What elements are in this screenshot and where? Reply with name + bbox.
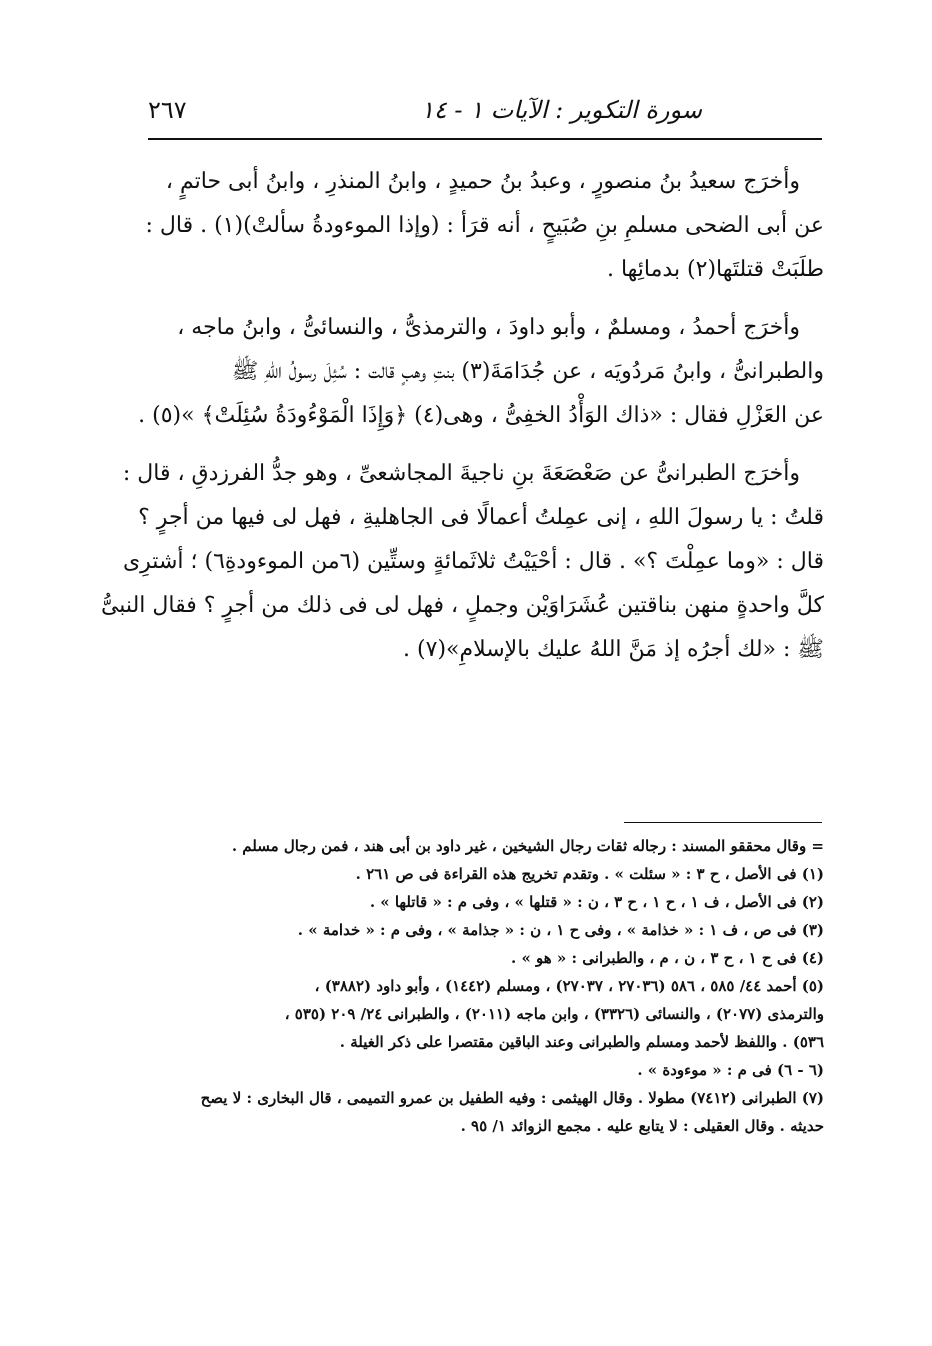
running-header [148,86,822,140]
footnote-line: = وقال محققو المسند : رجاله ثقات رجال الشيخين ، غير داود بن أبى هند ، فمن رجال مسلم . [231,837,824,855]
main-text [100,160,824,686]
paragraph-2 [138,306,824,438]
paragraph-3 [100,452,824,672]
text-line: وأخرَج سعيدُ بنُ منصورٍ ، وعبدُ بنُ حميدٍ ، وابنُ المنذرِ ، وابنُ أبى حاتمٍ ، [165,169,800,194]
footnote-line: (٢) فى الأصل ، ف ١ ، ح ١ ، ح ٣ ، ن : « قتلها » ، وفى م : « قاتلها » . [369,893,824,911]
text-line: كلَّ واحدةٍ منهن بناقتين عُشَرَاوَيْن وجملٍ ، فهل لى فى ذلك من أجرٍ ؟ فقال النبىُّ [100,593,824,618]
footnote-line: (٦ - ٦) فى م : « موءودة » . [637,1061,824,1079]
text-line: عن العَزْلِ فقال : «ذاك الوَأْدُ الخفِىُّ ، وهى(٤) ﴿وَإِذَا الْمَوْءُودَةُ سُئِلَتْ﴾ »(٥) . [138,403,824,428]
footnotes [148,832,824,1140]
footnote-line: (٧) الطبرانى (٧٤١٢) مطولا . وقال الهيثمى : وفيه الطفيل بن عمرو التميمى ، قال البخارى : لا يصح [200,1089,824,1107]
footnote-line: (٤) فى ح ١ ، ح ٣ ، ن ، م ، والطبرانى : « هو » . [511,949,824,967]
text-line: قال : «وما عمِلْتَ ؟» . قال : أحْيَيْتُ ثلاثَمائةٍ وستِّين (٦من الموءودةِ٦) ؛ أشترِى [122,549,824,574]
footnote-line: حديثه . وقال العقيلى : لا يتابع عليه . مجمع الزوائد ١/ ٩٥ . [460,1117,824,1135]
running-header-title: سورة التكوير : الآيات ١ - ١٤ [420,96,702,124]
footnote-rule [624,822,822,823]
text-line: عن أبى الضحى مسلمِ بنِ صُبَيحٍ ، أنه قرَأ : (وإذا الموءودةُ سألتْ)(١) . قال : [145,213,824,238]
header-rule [148,138,822,140]
text-line: وأخرَج الطبرانىُّ عن صَعْصَعَةَ بنِ ناجيةَ المجاشعىِّ ، وهو جدُّ الفرزدقِ ، قال : [122,461,800,486]
footnote-line: (٥) أحمد ٤٤/ ٥٨٥ ، ٥٨٦ (٢٧٠٣٦ ، ٢٧٠٣٧) ، ومسلم (١٤٤٢) ، وأبو داود (٣٨٨٢) ، [314,977,824,995]
footnote-line: (١) فى الأصل ، ح ٣ : « سئلت » . وتقدم تخريج هذه القراءة فى ص ٢٦١ . [355,865,824,883]
text-line: ﷺ : «لك أجرُه إذ مَنَّ اللهُ عليك بالإسلامِ»(٧) . [403,637,824,662]
page-number: ٢٦٧ [148,96,187,124]
text-line: طلَبَتْ قتلتَها(٢) بدمائِها . [606,257,824,282]
text-line: والطبرانىُّ ، وابنُ مَردُويَه ، عن جُدَامَةَ(٣) بنتِ وهبٍ قالت : سُئِلَ رسولُ اللهِ ﷺ [231,359,824,384]
text-line: قلتُ : يا رسولَ اللهِ ، إنى عمِلتُ أعمالًا فى الجاهليةِ ، فهل لى فيها من أجرٍ ؟ [138,505,824,530]
footnote-line: ٥٣٦) . واللفظ لأحمد ومسلم والطبرانى وعند الباقين مقتصرا على ذكر الغيلة . [339,1033,824,1051]
paragraph-1 [145,160,824,292]
text-line: وأخرَج أحمدُ ، ومسلمٌ ، وأبو داودَ ، والترمذىُّ ، والنسائىُّ ، وابنُ ماجه ، [177,315,800,340]
footnote-line: والترمذى (٢٠٧٧) ، والنسائى (٣٣٢٦) ، وابن ماجه (٢٠١١) ، والطبرانى ٢٤/ ٢٠٩ (٥٣٥ ، [284,1005,824,1023]
footnote-line: (٣) فى ص ، ف ١ : « خذامة » ، وفى ح ١ ، ن : « جذامة » ، وفى م : « خدامة » . [297,921,824,939]
